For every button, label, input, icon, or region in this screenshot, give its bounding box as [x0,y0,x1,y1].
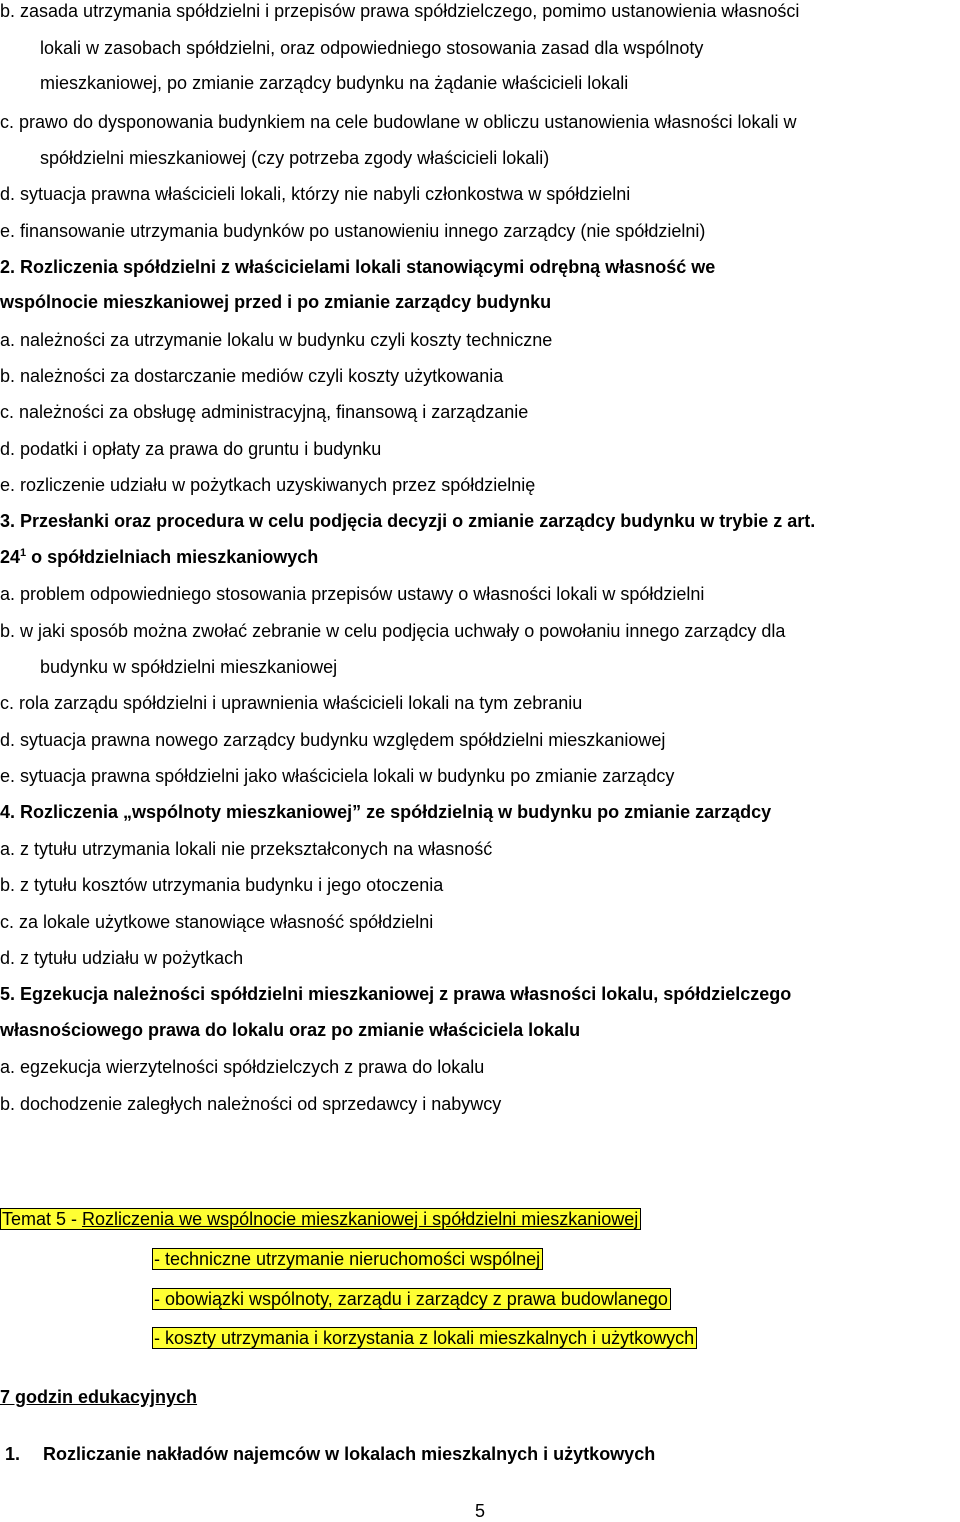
topic-title-highlight [0,1208,641,1230]
text-line: a. należności za utrzymanie lokalu w budynku czyli koszty techniczne [0,330,553,350]
text-line: lokali w zasobach spółdzielni, oraz odpowiedniego stosowania zasad dla wspólnoty [40,38,704,58]
topic-item-highlight: - techniczne utrzymanie nieruchomości wspólnej [152,1248,543,1270]
text-line: a. problem odpowiedniego stosowania przepisów ustawy o własności lokali w spółdzielni [0,584,705,604]
section-heading-rest: o spółdzielniach mieszkaniowych [26,547,319,567]
topic-title-line [0,1208,641,1230]
section-heading: 2. Rozliczenia spółdzielni z właścicielami lokali stanowiącymi odrębną własność we [0,257,716,277]
text-line: c. prawo do dysponowania budynkiem na cele budowlane w obliczu ustanowienia własności lokali w [0,112,797,132]
superscript: 1 [20,547,27,559]
text-line: budynku w spółdzielni mieszkaniowej [40,657,338,677]
text-line: b. zasada utrzymania spółdzielni i przepisów prawa spółdzielczego, pomimo ustanowienia własności [0,1,800,21]
topic-item-highlight: - koszty utrzymania i korzystania z lokali mieszkalnych i użytkowych [152,1327,697,1349]
section-heading: 4. Rozliczenia „wspólnoty mieszkaniowej” ze spółdzielnią w budynku po zmianie zarządcy [0,802,772,822]
text-line: mieszkaniowej, po zmianie zarządcy budynku na żądanie właścicieli lokali [40,73,629,93]
topic-item [152,1288,671,1310]
text-line: b. w jaki sposób można zwołać zebranie w celu podjęcia uchwały o powołaniu innego zarządcy dla [0,621,786,641]
topic-prefix: Temat 5 - [2,1209,83,1229]
text-line: a. z tytułu utrzymania lokali nie przekształconych na własność [0,839,493,859]
topic-title: Rozliczenia we wspólnocie mieszkaniowej i spółdzielni mieszkaniowej [82,1209,639,1229]
topic-item [152,1248,543,1270]
topic-item [152,1327,697,1349]
article-number: 24 [0,547,21,567]
page-number: 5 [474,1501,485,1521]
section-heading [0,546,318,568]
section-title: Rozliczanie nakładów najemców w lokalach mieszkalnych i użytkowych [43,1444,656,1464]
text-line: d. podatki i opłaty za prawa do gruntu i budynku [0,439,382,459]
text-line: d. sytuacja prawna nowego zarządcy budynku względem spółdzielni mieszkaniowej [0,730,666,750]
section-heading: 3. Przesłanki oraz procedura w celu podjęcia decyzji o zmianie zarządcy budynku w trybie z art. [0,511,816,531]
text-line: b. należności za dostarczanie mediów czyli koszty użytkowania [0,366,504,386]
section-heading: 5. Egzekucja należności spółdzielni mieszkaniowej z prawa własności lokalu, spółdzielczego [0,984,792,1004]
section-heading: wspólnocie mieszkaniowej przed i po zmianie zarządcy budynku [0,292,552,312]
text-line: b. dochodzenie zaległych należności od sprzedawcy i nabywcy [0,1094,502,1114]
topic-item-highlight: - obowiązki wspólnoty, zarządu i zarządcy z prawa budowlanego [152,1288,671,1310]
text-line: a. egzekucja wierzytelności spółdzielczych z prawa do lokalu [0,1057,485,1077]
section-number: 1. [5,1444,21,1464]
text-line: c. za lokale użytkowe stanowiące własność spółdzielni [0,912,434,932]
text-line: e. finansowanie utrzymania budynków po ustanowieniu innego zarządcy (nie spółdzielni) [0,221,706,241]
text-line: b. z tytułu kosztów utrzymania budynku i jego otoczenia [0,875,444,895]
section-heading: własnościowego prawa do lokalu oraz po zmianie właściciela lokalu [0,1020,581,1040]
text-line: e. sytuacja prawna spółdzielni jako właściciela lokali w budynku po zmianie zarządcy [0,766,675,786]
text-line: e. rozliczenie udziału w pożytkach uzyskiwanych przez spółdzielnię [0,475,536,495]
text-line: c. należności za obsługę administracyjną, finansową i zarządzanie [0,402,529,422]
text-line: d. z tytułu udziału w pożytkach [0,948,244,968]
hours-label: 7 godzin edukacyjnych [0,1387,198,1407]
text-line: d. sytuacja prawna właścicieli lokali, którzy nie nabyli członkostwa w spółdzielni [0,184,631,204]
text-line: spółdzielni mieszkaniowej (czy potrzeba zgody właścicieli lokali) [40,148,550,168]
section-1-heading [5,1443,655,1465]
text-line: c. rola zarządu spółdzielni i uprawnienia właścicieli lokali na tym zebraniu [0,693,583,713]
